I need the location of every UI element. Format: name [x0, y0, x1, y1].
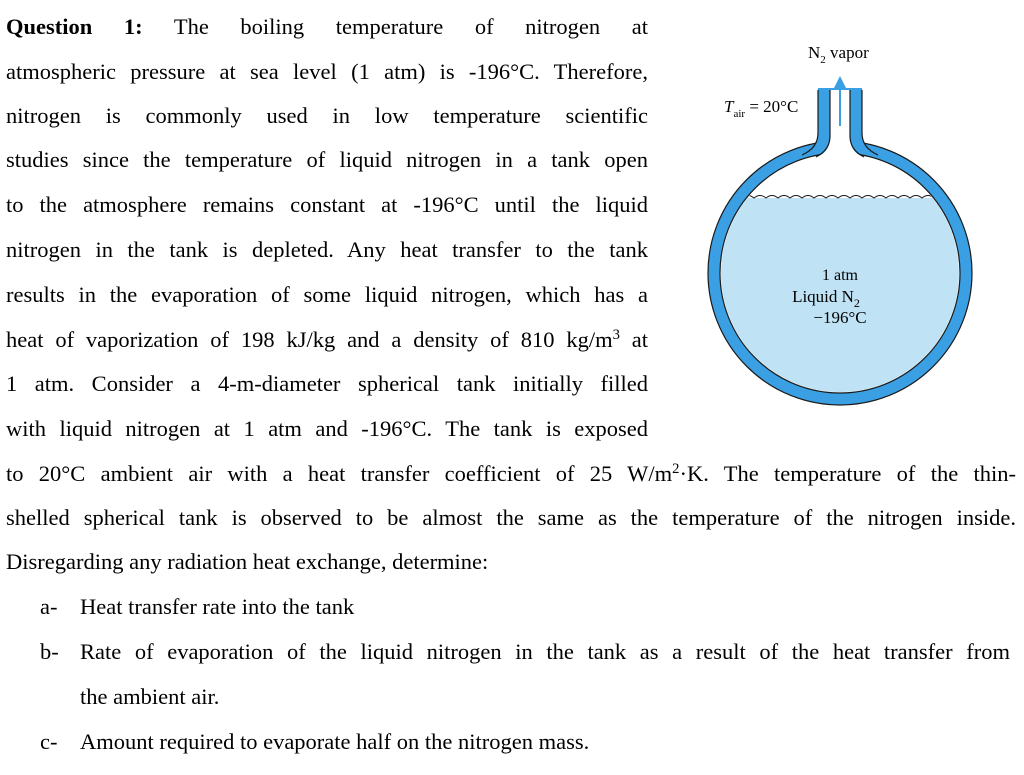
liquid-label: Liquid $N_2$ [792, 287, 860, 310]
item-text: Rate of evaporation of the liquid nitrogen in the tank as a result of the heat transfer from [80, 639, 1010, 664]
item-label: b- [40, 639, 59, 664]
vapor-label: $N_2$ vapor [808, 43, 869, 66]
question-line-3: nitrogen is commonly used in low temperature scientific [6, 103, 648, 128]
question-line-8: heat of vaporization of 198 kJ/kg and a density of 810 $kg/m^3$ at [6, 327, 648, 353]
vapor-arrow-icon [834, 76, 846, 88]
item-label: c- [40, 729, 58, 754]
item-text-continued: the ambient air. [80, 684, 220, 709]
nitrogen-tank-figure [700, 28, 990, 428]
question-line-12: shelled spherical tank is observed to be almost the same as the temperature of the nitrogen inside. [6, 505, 1016, 530]
question-line-9: 1 atm. Consider a 4-m-diameter spherical tank initially filled [6, 371, 648, 396]
question-line-5: to the atmosphere remains constant at -196°C until the liquid [6, 192, 648, 217]
item-label: a- [40, 594, 58, 619]
question-line-1: Question 1: The boiling temperature of nitrogen at [6, 14, 648, 39]
question-line-10: with liquid nitrogen at 1 atm and -196°C. The tank is exposed [6, 416, 648, 441]
question-line-4: studies since the temperature of liquid nitrogen in a tank open [6, 147, 648, 172]
question-line-11: to 20°C ambient air with a heat transfer coefficient of 25 $W/m^2\cdot K$. The temperature of the thin- [6, 461, 1016, 487]
question-heading: Question 1: [6, 14, 143, 39]
question-line-6: nitrogen in the tank is depleted. Any heat transfer to the tank [6, 237, 648, 262]
item-text: Heat transfer rate into the tank [80, 594, 355, 619]
question-line-13: Disregarding any radiation heat exchange, determine: [6, 549, 489, 574]
pressure-label: 1 atm [822, 267, 858, 284]
liquid-temperature-label: −196°C [813, 308, 867, 327]
item-text: Amount required to evaporate half on the nitrogen mass. [80, 729, 590, 754]
air-temperature-label: $T_{air} = 20^\circ C$ [724, 97, 799, 120]
question-line-7: results in the evaporation of some liquid nitrogen, which has a [6, 282, 648, 307]
question-line-2: atmospheric pressure at sea level (1 atm) is -196°C. Therefore, [6, 59, 648, 84]
